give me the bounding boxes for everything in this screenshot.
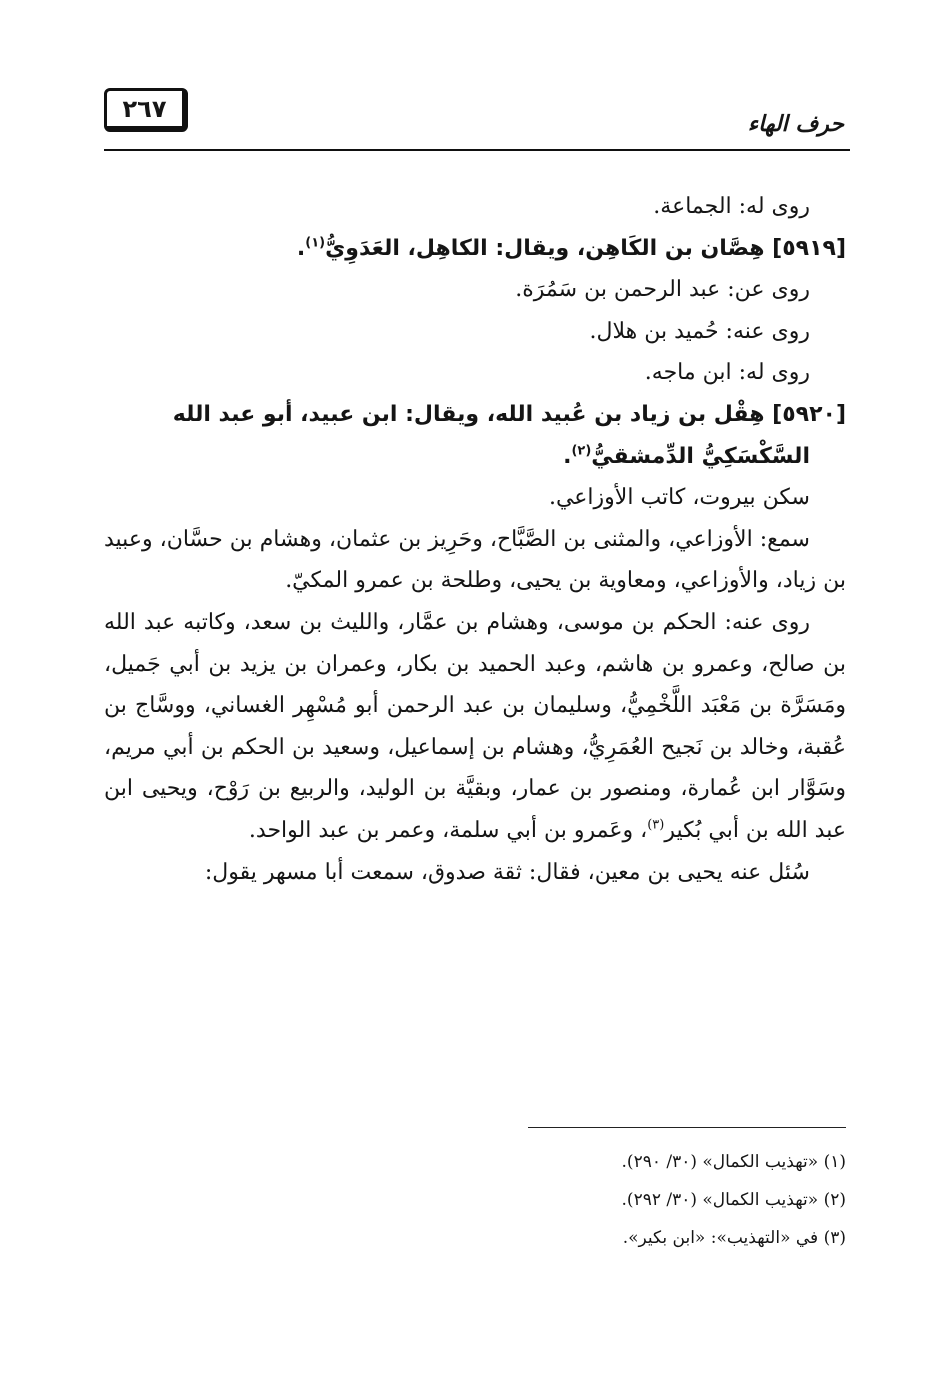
text-line: روى له: ابن ماجه.: [644, 360, 810, 386]
entry-heading-5919: [٥٩١٩] هِصَّان بن الكَاهِن، ويقال: الكاهِل، العَدَوِيُّ$^{(١)}$.: [296, 235, 846, 261]
entry-heading-5920: [٥٩٢٠] هِقْل بن زياد بن عُبيد الله، ويقال: ابن عبيد، أبو عبد الله: [172, 401, 846, 427]
header-rule: [104, 149, 850, 151]
footnotes: [104, 1143, 846, 1257]
footnote-ref: (١): [305, 235, 326, 251]
text-line: روى له: الجماعة.: [653, 194, 810, 219]
entry-title: [٥٩١٩] هِصَّان بن الكَاهِن، ويقال: الكاهِل، العَدَوِيُّ: [325, 235, 846, 261]
paragraph-sami: سمع: الأوزاعي، والمثنى بن الصَّبَّاح، وحَرِيز بن عثمان، وهشام بن حسَّان، وعبيد بن زياد، والأوزاعي، ومعاوية بن يحيى، وطلحة بن عمرو المكيّ.: [104, 526, 846, 594]
text-line: روى عن: عبد الرحمن بن سَمُرَة.: [515, 277, 810, 303]
main-text: [104, 186, 846, 893]
entry-title: السَّكْسَكِيُّ الدِّمشقيُّ: [591, 443, 810, 469]
text-line: روى عنه: حُميد بن هلال.: [589, 318, 810, 344]
footnote: (٣) في «التهذيب»: «ابن بكير».: [622, 1228, 846, 1248]
paragraph-rawa-anhu: [104, 602, 846, 852]
paragraph-text: ، وعَمرو بن أبي سلمة، وعمر بن عبد الواحد.: [248, 817, 648, 843]
footnote: (١) «تهذيب الكمال» (٣٠/ ٢٩٠).: [621, 1152, 846, 1172]
text-line: سُئل عنه يحيى بن معين، فقال: ثقة صدوق، سمعت أبا مسهر يقول:: [204, 859, 810, 885]
running-head: حرف الهاء: [747, 112, 844, 137]
paragraph-text: روى عنه: الحكم بن موسى، وهشام بن عمَّار، والليث بن سعد، وكاتبه عبد الله بن صالح، وعمرو بن هاشم، وعبد الحميد بن بكار، وعمران بن يزيد بن أبي جَميل، ومَسَرَّة بن مَعْبَد اللَّخْمِيُّ، وسليمان بن عبد الرحمن أبو مُسْهِر الغساني، ووسَّاج بن عُقبة، وخالد بن نَجيح العُمَرِيُّ، وهشام بن إسماعيل، وسعيد بن الحكم بن أبي مريم، وسَوَّار ابن عُمارة، ومنصور بن عمار، وبقيَّة بن الوليد، والربيع بن رَوْح، ويحيى ابن عبد الله بن أبي بُكير: [104, 609, 846, 843]
footnote-ref: (٣): [647, 817, 665, 833]
entry-heading-5920-cont: السَّكْسَكِيُّ الدِّمشقيُّ$^{(٢)}$.: [563, 443, 810, 469]
footnote-rule: [528, 1127, 846, 1128]
footnote-ref: (٢): [571, 443, 592, 459]
footnote: (٢) «تهذيب الكمال» (٣٠/ ٢٩٢).: [621, 1190, 846, 1210]
text-line: سكن بيروت، كاتب الأوزاعي.: [548, 485, 810, 511]
page-number: ٢٦٧: [104, 88, 188, 132]
